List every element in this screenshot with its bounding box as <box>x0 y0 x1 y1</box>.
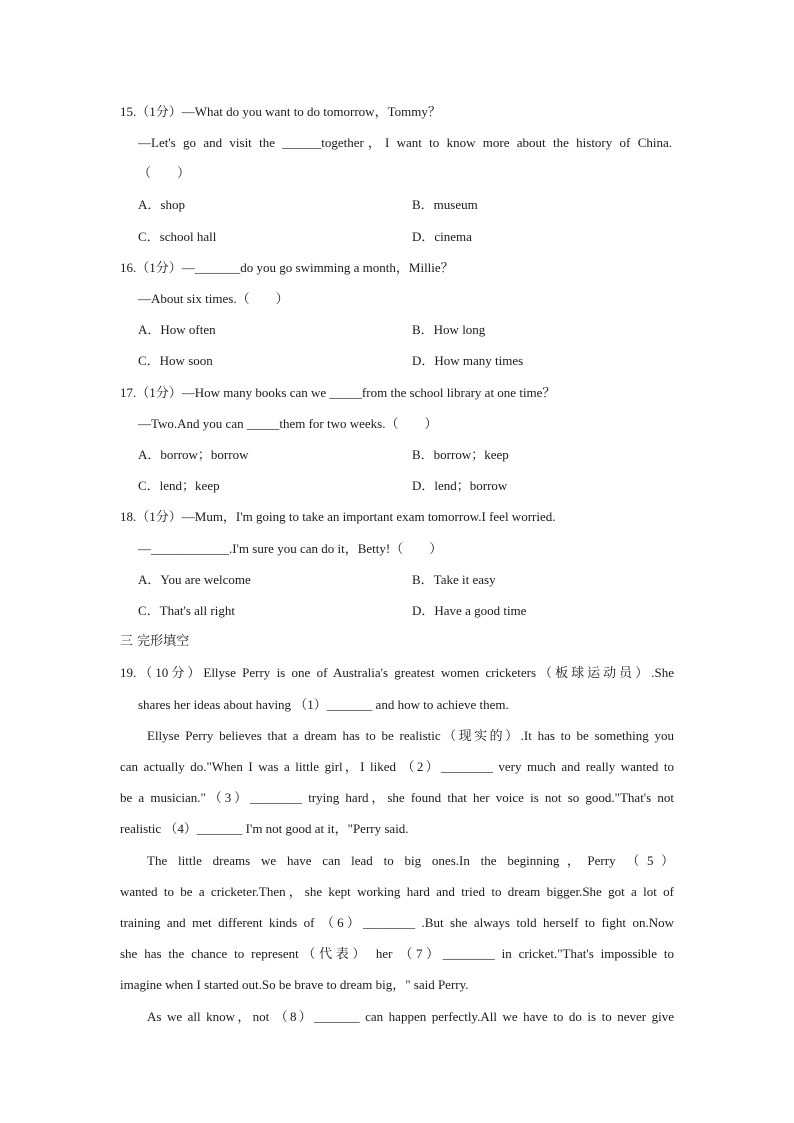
cloze-line-12: As we all know，not （8）_______ can happen perfectly.All we have to do is to never give <box>147 1009 674 1024</box>
question-prompt: —How many books can we _____from the school library at one time？ <box>181 385 556 400</box>
question-16-option-a[interactable]: A．How often <box>138 322 216 337</box>
question-number: 18. <box>120 509 137 524</box>
cloze-line-11: imagine when I started out.So be brave to dream big，" said Perry. <box>120 977 469 992</box>
question-number: 15. <box>120 104 137 119</box>
question-18-option-b[interactable]: B．Take it easy <box>412 572 496 587</box>
question-15-prompt-line <box>120 104 441 120</box>
question-16-option-b[interactable]: B．How long <box>412 322 486 337</box>
question-18-option-a[interactable]: A．You are welcome <box>138 572 251 587</box>
question-17-reply: —Two.And you can _____them for two weeks.（ ） <box>138 416 438 431</box>
question-prompt: —What do you want to do tomorrow，Tommy？ <box>181 104 441 119</box>
question-18-reply: —____________.I'm sure you can do it，Betty!（ ） <box>138 541 443 556</box>
cloze-line-3: Ellyse Perry believes that a dream has to be realistic（现实的）.It has to be something you <box>147 728 674 743</box>
question-15-option-a[interactable]: A．shop <box>138 197 185 212</box>
question-17-option-d[interactable]: D．lend；borrow <box>412 478 508 493</box>
question-16-option-d[interactable]: D．How many times <box>412 353 524 368</box>
question-17-option-c[interactable]: C．lend；keep <box>138 478 220 493</box>
cloze-line-9: training and met different kinds of （6）________ .But she always told herself to fight on.Now <box>120 915 674 930</box>
question-18-option-d[interactable]: D．Have a good time <box>412 603 527 618</box>
question-17-option-a[interactable]: A．borrow；borrow <box>138 447 249 462</box>
question-score: （1分） <box>136 260 182 275</box>
question-number: 16. <box>120 260 137 275</box>
cloze-line-10: she has the chance to represent（代表） her （7）________ in cricket."That's impossible to <box>120 946 674 961</box>
cloze-line-5: be a musician."（3）________ trying hard，she found that her voice is not so good."That's not <box>120 790 674 805</box>
question-score: （1分） <box>136 104 182 119</box>
question-number: 17. <box>120 385 137 400</box>
question-prompt: —Mum，I'm going to take an important exam tomorrow.I feel worried. <box>181 509 556 524</box>
cloze-line-7: The little dreams we have can lead to big ones.In the beginning，Perry （5） <box>147 853 674 868</box>
question-number: 19. <box>120 665 137 680</box>
question-score: （1分） <box>136 385 182 400</box>
section-title: 三 完形填空 <box>120 634 190 649</box>
question-prompt: —_______do you go swimming a month，Millie？ <box>181 260 454 275</box>
cloze-line-6: realistic （4）_______ I'm not good at it，"Perry said. <box>120 821 409 836</box>
question-score: （1分） <box>136 509 182 524</box>
question-15-reply: —Let's go and visit the ______together，I want to know more about the history of China. <box>138 135 672 150</box>
question-15-option-b[interactable]: B．museum <box>412 197 478 212</box>
cloze-line-8: wanted to be a cricketer.Then，she kept working hard and tried to dream bigger.She got a lot of <box>120 884 674 899</box>
question-16-reply: —About six times.（ ） <box>138 291 289 306</box>
cloze-line-4: can actually do."When I was a little girl，I liked （2）________ very much and really wanted to <box>120 759 674 774</box>
question-18-prompt-line <box>120 509 555 525</box>
cloze-text: Ellyse Perry is one of Australia's greatest women cricketers（板球运动员）.She <box>203 665 674 680</box>
question-score: （10分） <box>136 665 204 680</box>
question-17-option-b[interactable]: B．borrow；keep <box>412 447 509 462</box>
question-16-prompt-line <box>120 260 454 276</box>
question-16-option-c[interactable]: C．How soon <box>138 353 213 368</box>
cloze-line-2: shares her ideas about having （1）_______ and how to achieve them. <box>138 697 509 712</box>
question-15-answer-paren: （ ） <box>138 165 191 180</box>
question-17-prompt-line <box>120 385 555 401</box>
question-18-option-c[interactable]: C．That's all right <box>138 603 235 618</box>
cloze-line-1 <box>120 665 674 681</box>
question-15-option-d[interactable]: D．cinema <box>412 229 472 244</box>
question-15-option-c[interactable]: C．school hall <box>138 229 217 244</box>
